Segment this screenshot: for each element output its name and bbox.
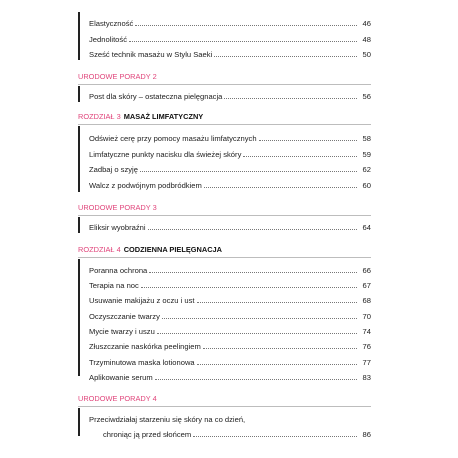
- toc-entry[interactable]: [89, 129, 371, 143]
- toc-entry-page: 74: [362, 327, 371, 336]
- toc-entry-page: 60: [362, 181, 371, 190]
- dot-leader: [214, 56, 357, 57]
- section-heading: [78, 71, 157, 83]
- chapter-number: ROZDZIAŁ 4: [78, 245, 121, 254]
- dot-leader: [148, 229, 357, 230]
- entry-group-bar: [78, 86, 80, 102]
- toc-entry[interactable]: [89, 291, 371, 305]
- section-heading: [78, 202, 157, 214]
- toc-entry[interactable]: [89, 14, 371, 28]
- chapter-heading: [78, 244, 222, 256]
- toc-entry[interactable]: [89, 87, 371, 101]
- toc-entry-page: 64: [362, 223, 371, 232]
- chapter-title: MASAŻ LIMFATYCZNY: [123, 112, 204, 121]
- dot-leader: [193, 436, 357, 437]
- dot-leader: [224, 98, 357, 99]
- toc-entry[interactable]: [89, 261, 371, 275]
- entry-group-bar: [78, 126, 80, 192]
- section-rule: [78, 257, 371, 258]
- toc-entry-title: Walcz z podwójnym podbródkiem: [89, 181, 202, 190]
- toc-entry[interactable]: [89, 322, 371, 336]
- toc-entry-page: 66: [362, 266, 371, 275]
- toc-entry-title: Usuwanie makijażu z oczu i ust: [89, 296, 195, 305]
- toc-entry-page: 56: [362, 92, 371, 101]
- toc-entry[interactable]: [89, 145, 371, 159]
- toc-entry-title: Eliksir wyobraźni: [89, 223, 146, 232]
- dot-leader: [197, 364, 357, 365]
- toc-entry-title: Aplikowanie serum: [89, 373, 153, 382]
- toc-entry-page: 67: [362, 281, 371, 290]
- toc-entry[interactable]: [89, 353, 371, 367]
- toc-entry[interactable]: [89, 337, 371, 351]
- toc-entry-page: 46: [362, 19, 371, 28]
- toc-entry-page: 86: [362, 430, 371, 439]
- toc-entry-title: Jednolitość: [89, 35, 127, 44]
- section-rule: [78, 124, 371, 125]
- section-rule: [78, 84, 371, 85]
- toc-entry-title: Sześć technik masażu w Stylu Saeki: [89, 50, 213, 59]
- entry-group-bar: [78, 217, 80, 233]
- toc-entry[interactable]: [89, 276, 371, 290]
- section-rule: [78, 215, 371, 216]
- dot-leader: [162, 318, 357, 319]
- dot-leader: [203, 348, 357, 349]
- dot-leader: [204, 187, 357, 188]
- toc-entry-page: 62: [362, 165, 371, 174]
- toc-entry-page: 50: [362, 50, 371, 59]
- toc-entry[interactable]: [89, 45, 371, 59]
- toc-entry-title: Przeciwdziałaj starzeniu się skóry na co dzień,: [89, 415, 246, 424]
- toc-entry[interactable]: [89, 307, 371, 321]
- dot-leader: [149, 272, 357, 273]
- section-label: URODOWE PORADY 3: [78, 203, 157, 212]
- dot-leader: [259, 140, 357, 141]
- toc-entry[interactable]: [89, 30, 371, 44]
- toc-entry-page: 76: [362, 342, 371, 351]
- dot-leader: [243, 156, 357, 157]
- entry-group-bar: [78, 408, 80, 436]
- toc-entry-page: 48: [362, 35, 371, 44]
- chapter-number: ROZDZIAŁ 3: [78, 112, 121, 121]
- dot-leader: [141, 287, 357, 288]
- toc-entry[interactable]: [89, 176, 371, 190]
- entry-group-bar: [78, 259, 80, 376]
- entry-group-bar: [78, 12, 80, 60]
- toc-entry-page: 68: [362, 296, 371, 305]
- section-label: URODOWE PORADY 4: [78, 394, 157, 403]
- chapter-heading: [78, 111, 203, 123]
- section-rule: [78, 406, 371, 407]
- toc-entry-title: Post dla skóry – ostateczna pielęgnacja: [89, 92, 223, 101]
- toc-entry-title: Odśwież cerę przy pomocy masażu limfatycznych: [89, 134, 257, 143]
- toc-entry-page: 77: [362, 358, 371, 367]
- toc-entry-title: Zadbaj o szyję: [89, 165, 138, 174]
- toc-entry-page: 70: [362, 312, 371, 321]
- toc-entry-title: Terapia na noc: [89, 281, 139, 290]
- section-label: URODOWE PORADY 2: [78, 72, 157, 81]
- toc-entry-title-continued: chroniąc ją przed słońcem: [103, 430, 192, 439]
- dot-leader: [140, 171, 357, 172]
- toc-entry-page: 59: [362, 150, 371, 159]
- dot-leader: [197, 302, 357, 303]
- toc-entry-title: Limfatyczne punkty nacisku dla świeżej skóry: [89, 150, 242, 159]
- dot-leader: [155, 379, 357, 380]
- toc-entry-title: Mycie twarzy i uszu: [89, 327, 155, 336]
- chapter-title: CODZIENNA PIELĘGNACJA: [123, 245, 222, 254]
- toc-entry-first-line[interactable]: [89, 410, 371, 424]
- toc-entry[interactable]: [89, 368, 371, 382]
- dot-leader: [135, 25, 357, 26]
- dot-leader: [129, 41, 357, 42]
- toc-entry[interactable]: [89, 160, 371, 174]
- section-heading: [78, 393, 157, 405]
- toc-entry[interactable]: [89, 218, 371, 232]
- toc-entry[interactable]: [89, 425, 371, 439]
- toc-entry-title: Elastyczność: [89, 19, 134, 28]
- toc-entry-title: Trzyminutowa maska lotionowa: [89, 358, 195, 367]
- toc-entry-page: 58: [362, 134, 371, 143]
- toc-entry-title: Złuszczanie naskórka peelingiem: [89, 342, 201, 351]
- toc-entry-page: 83: [362, 373, 371, 382]
- toc-entry-title: Poranna ochrona: [89, 266, 148, 275]
- toc-entry-title: Oczyszczanie twarzy: [89, 312, 160, 321]
- dot-leader: [157, 333, 357, 334]
